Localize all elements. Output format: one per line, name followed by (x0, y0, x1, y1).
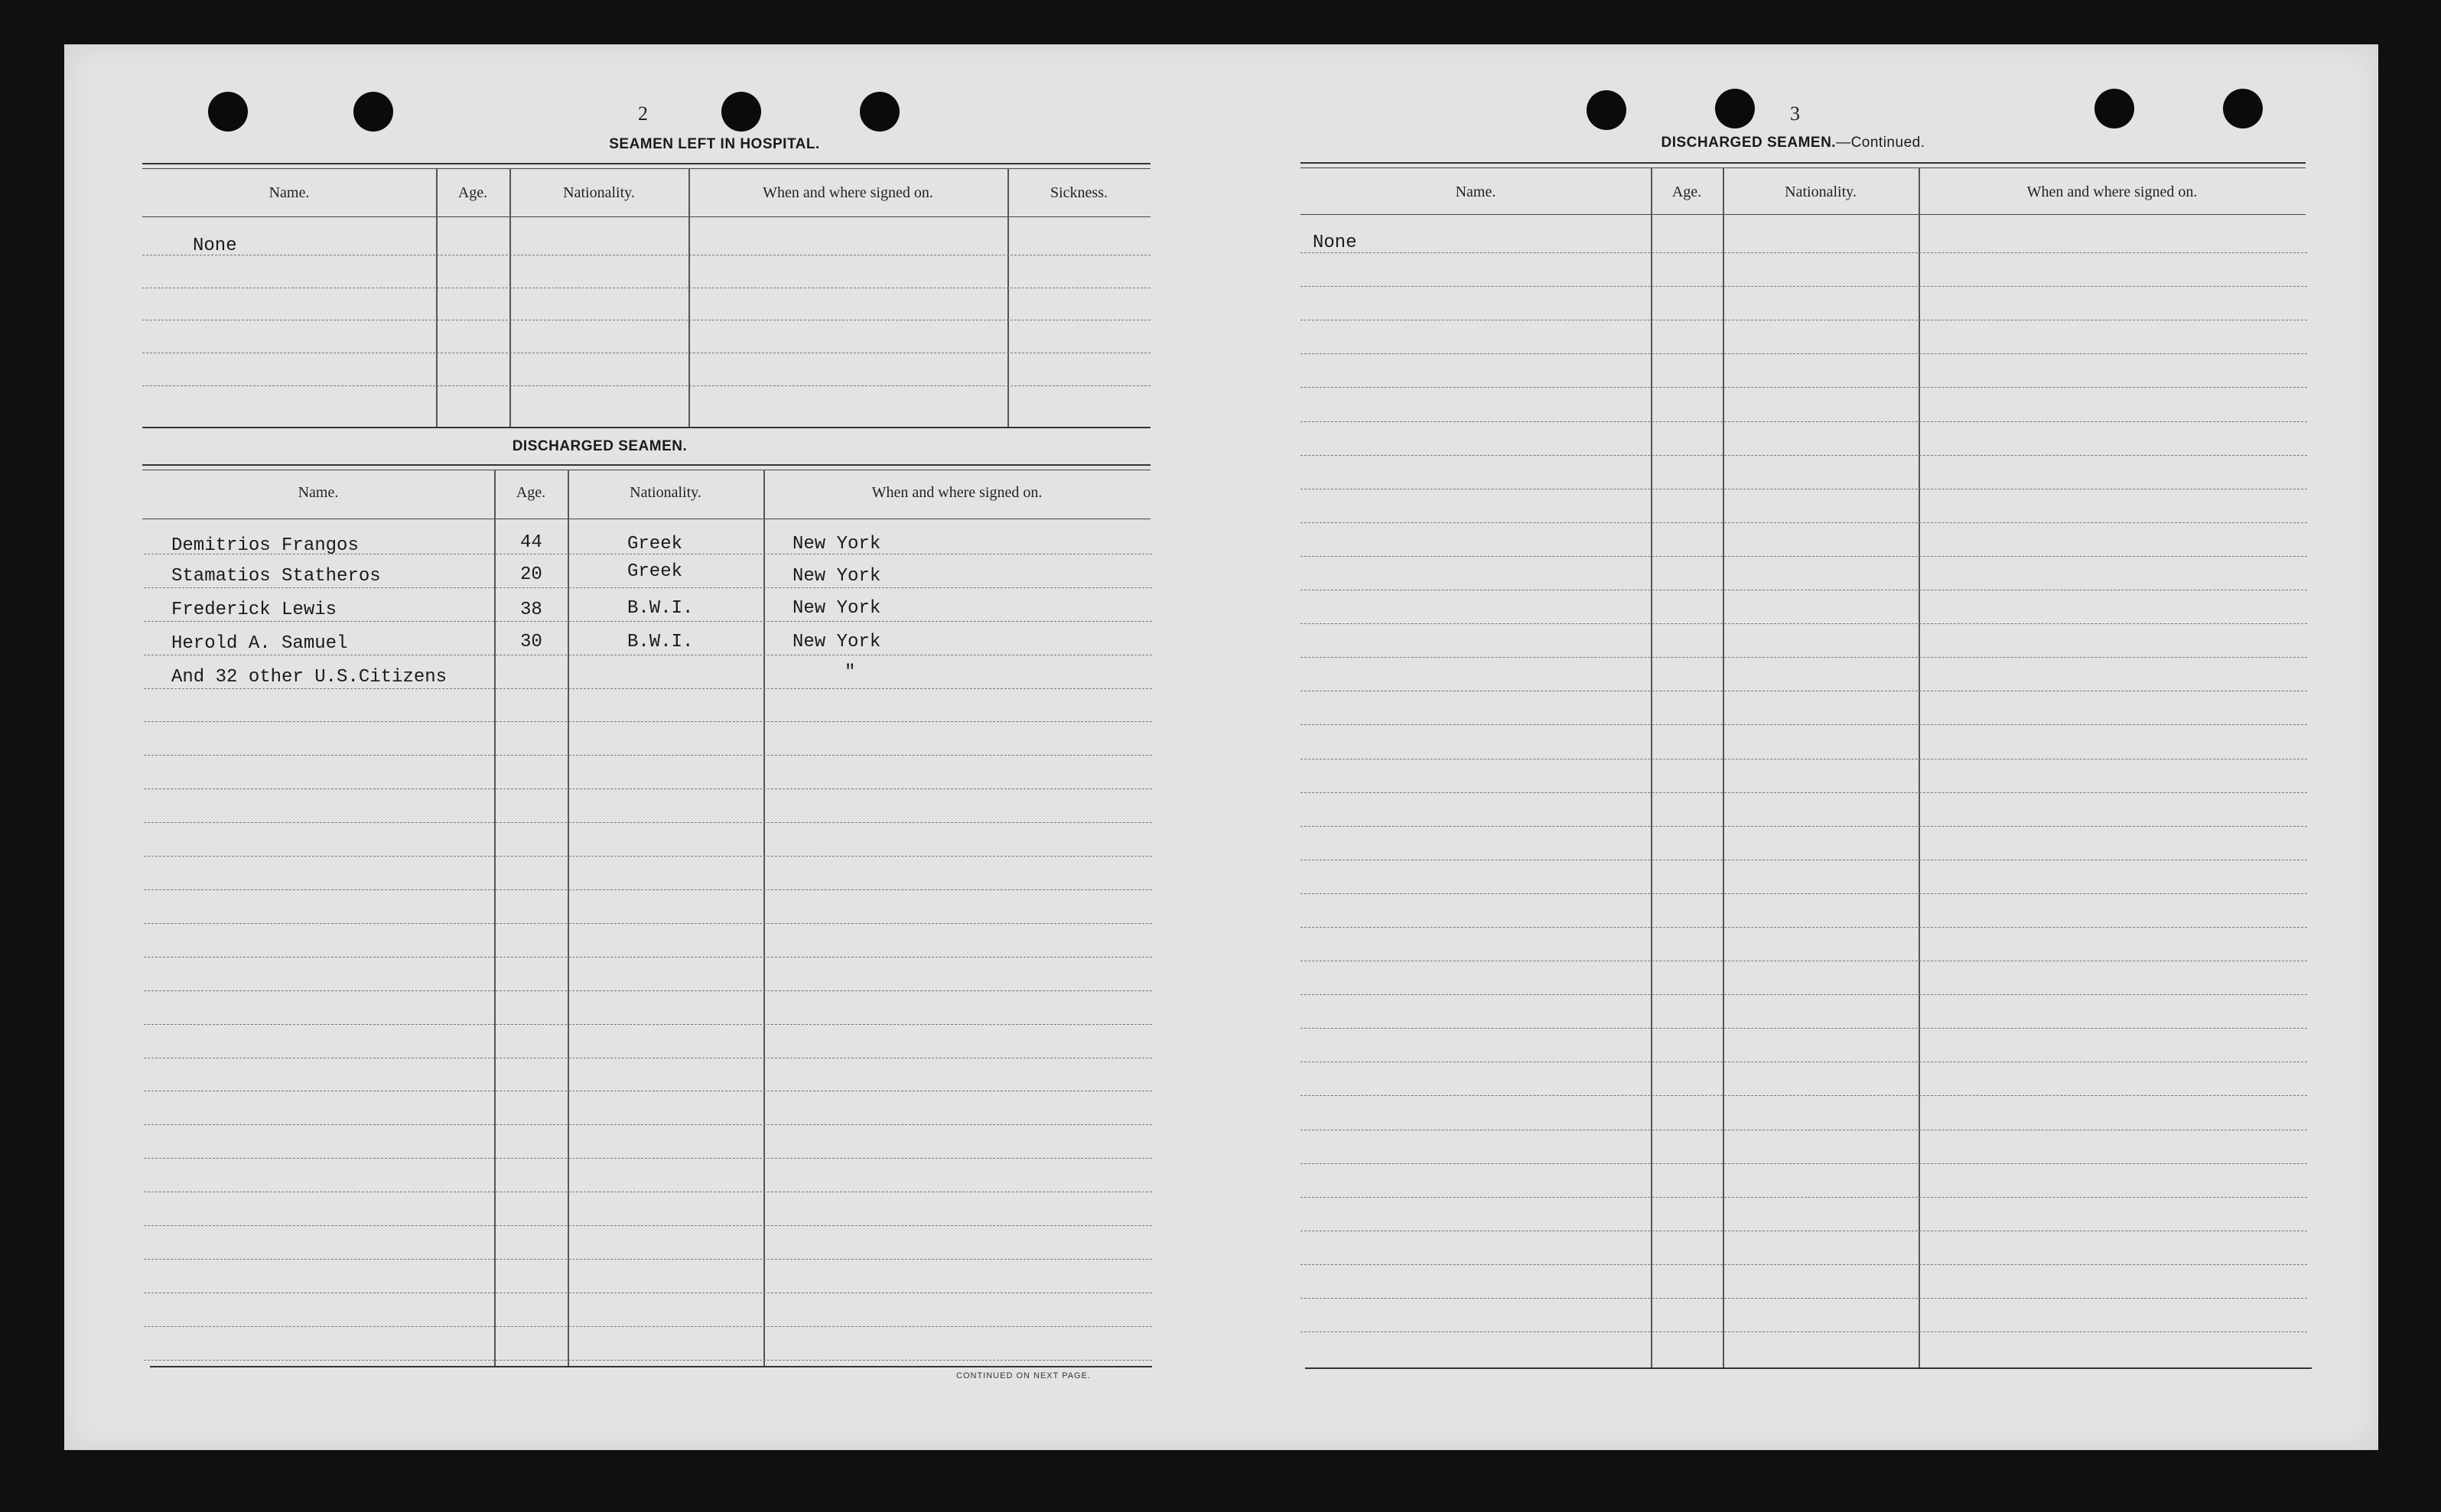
right-col-name: Name. (1455, 184, 1496, 200)
punch-hole (721, 92, 761, 132)
row-line (144, 688, 1152, 689)
hospital-col-divider (509, 168, 511, 427)
row-line (144, 1158, 1152, 1159)
row-line (1300, 792, 2307, 793)
hospital-section-title: SEAMEN LEFT IN HOSPITAL. (609, 136, 820, 152)
row-line (1300, 556, 2307, 557)
seaman-nationality: Greek (627, 561, 683, 582)
seaman-age: 20 (520, 564, 542, 585)
seaman-name: Herold A. Samuel (171, 633, 348, 654)
row-line (1300, 286, 2307, 287)
right-section-title (1564, 135, 2023, 151)
seaman-age: 38 (520, 600, 542, 620)
seaman-signed-on: New York (793, 598, 881, 619)
right-col-divider (1723, 167, 1724, 1367)
discharged-col-age: Age. (516, 484, 546, 501)
row-line (1300, 522, 2307, 523)
row-line (144, 1225, 1152, 1226)
right-top-rule-2 (1300, 167, 2306, 168)
seaman-signed-on: " (845, 662, 856, 683)
seaman-name: And 32 other U.S.Citizens (171, 667, 448, 688)
seaman-nationality: B.W.I. (627, 598, 694, 619)
hospital-col-divider (436, 168, 438, 427)
row-line (1300, 1264, 2307, 1265)
discharged-col-divider (763, 470, 765, 1366)
row-line (1300, 893, 2307, 894)
row-line (1300, 1028, 2307, 1029)
row-line (1300, 994, 2307, 995)
hospital-bottom-rule (142, 427, 1151, 428)
row-line (144, 755, 1152, 756)
right-col-divider (1919, 167, 1920, 1367)
row-line (1300, 387, 2307, 388)
hospital-col-name: Name. (269, 184, 310, 201)
right-section-title-suffix: —Continued. (1836, 135, 1925, 151)
row-line (144, 1259, 1152, 1260)
row-line (144, 1124, 1152, 1125)
right-header-rule (1300, 214, 2306, 215)
seaman-signed-on: New York (793, 632, 881, 652)
discharged-bottom-rule (150, 1366, 1152, 1367)
row-line (144, 587, 1152, 588)
row-line (144, 1024, 1152, 1025)
seaman-name: Demitrios Frangos (171, 535, 359, 556)
row-line (144, 1360, 1152, 1361)
row-line (144, 990, 1152, 991)
row-line (1300, 724, 2307, 725)
seaman-nationality: B.W.I. (627, 632, 694, 652)
row-line (1300, 1197, 2307, 1198)
row-line (144, 957, 1152, 958)
right-col-age: Age. (1671, 184, 1702, 200)
hospital-col-signed-on: When and where signed on. (763, 184, 933, 201)
punch-hole (860, 92, 900, 132)
seaman-age: 44 (520, 532, 542, 553)
hospital-header-rule (142, 216, 1151, 217)
row-line (144, 856, 1152, 857)
right-page-number: 3 (1790, 102, 1800, 125)
punch-hole (2223, 89, 2263, 128)
row-line (1300, 421, 2307, 422)
row-line (1300, 252, 2307, 253)
punch-hole (2094, 89, 2134, 128)
discharged-col-divider (568, 470, 569, 1366)
seaman-signed-on: New York (793, 566, 881, 587)
row-line (144, 721, 1152, 722)
right-section-title-text: DISCHARGED SEAMEN. (1661, 135, 1837, 151)
punch-hole (208, 92, 248, 132)
right-bottom-rule (1305, 1367, 2312, 1369)
row-line (144, 822, 1152, 823)
hospital-entry-name: None (193, 236, 237, 256)
discharged-col-divider (494, 470, 496, 1366)
right-top-rule (1300, 162, 2306, 164)
row-line (144, 923, 1152, 924)
punch-hole (1587, 90, 1626, 130)
right-col-divider (1651, 167, 1652, 1367)
row-line (1300, 927, 2307, 928)
row-line (144, 1326, 1152, 1327)
hospital-top-rule-2 (142, 168, 1151, 169)
right-col-nationality: Nationality. (1785, 184, 1857, 200)
row-line (1300, 1163, 2307, 1164)
seaman-name: Stamatios Statheros (171, 566, 381, 587)
row-line (1300, 826, 2307, 827)
discharged-col-nationality: Nationality. (630, 484, 701, 501)
row-line (1300, 455, 2307, 456)
row-line (1300, 657, 2307, 658)
row-line (144, 621, 1152, 622)
right-entry-name: None (1313, 232, 1357, 253)
discharged-section-title: DISCHARGED SEAMEN. (512, 438, 688, 454)
row-line (1300, 1095, 2307, 1096)
row-line (1300, 353, 2307, 354)
discharged-col-name: Name. (298, 484, 339, 501)
seaman-signed-on: New York (793, 534, 881, 554)
row-line (1300, 623, 2307, 624)
punch-hole (353, 92, 393, 132)
seaman-name: Frederick Lewis (171, 600, 337, 620)
row-line (144, 889, 1152, 890)
row-line (1300, 1298, 2307, 1299)
ledger-sheet (64, 44, 2378, 1450)
hospital-col-divider (688, 168, 690, 427)
discharged-top-rule (142, 464, 1151, 466)
hospital-top-rule (142, 163, 1151, 164)
hospital-col-nationality: Nationality. (563, 184, 635, 201)
left-page-number: 2 (638, 102, 648, 125)
seaman-nationality: Greek (627, 534, 683, 554)
discharged-col-signed-on: When and where signed on. (871, 484, 1043, 501)
hospital-row-line (142, 385, 1151, 386)
hospital-col-sickness: Sickness. (1050, 184, 1108, 201)
hospital-col-age: Age. (457, 184, 488, 201)
right-col-signed-on: When and where signed on. (2026, 184, 2198, 200)
seaman-age: 30 (520, 632, 542, 652)
continued-footer: CONTINUED ON NEXT PAGE. (956, 1371, 1092, 1380)
punch-hole (1715, 89, 1755, 128)
hospital-col-divider (1007, 168, 1009, 427)
